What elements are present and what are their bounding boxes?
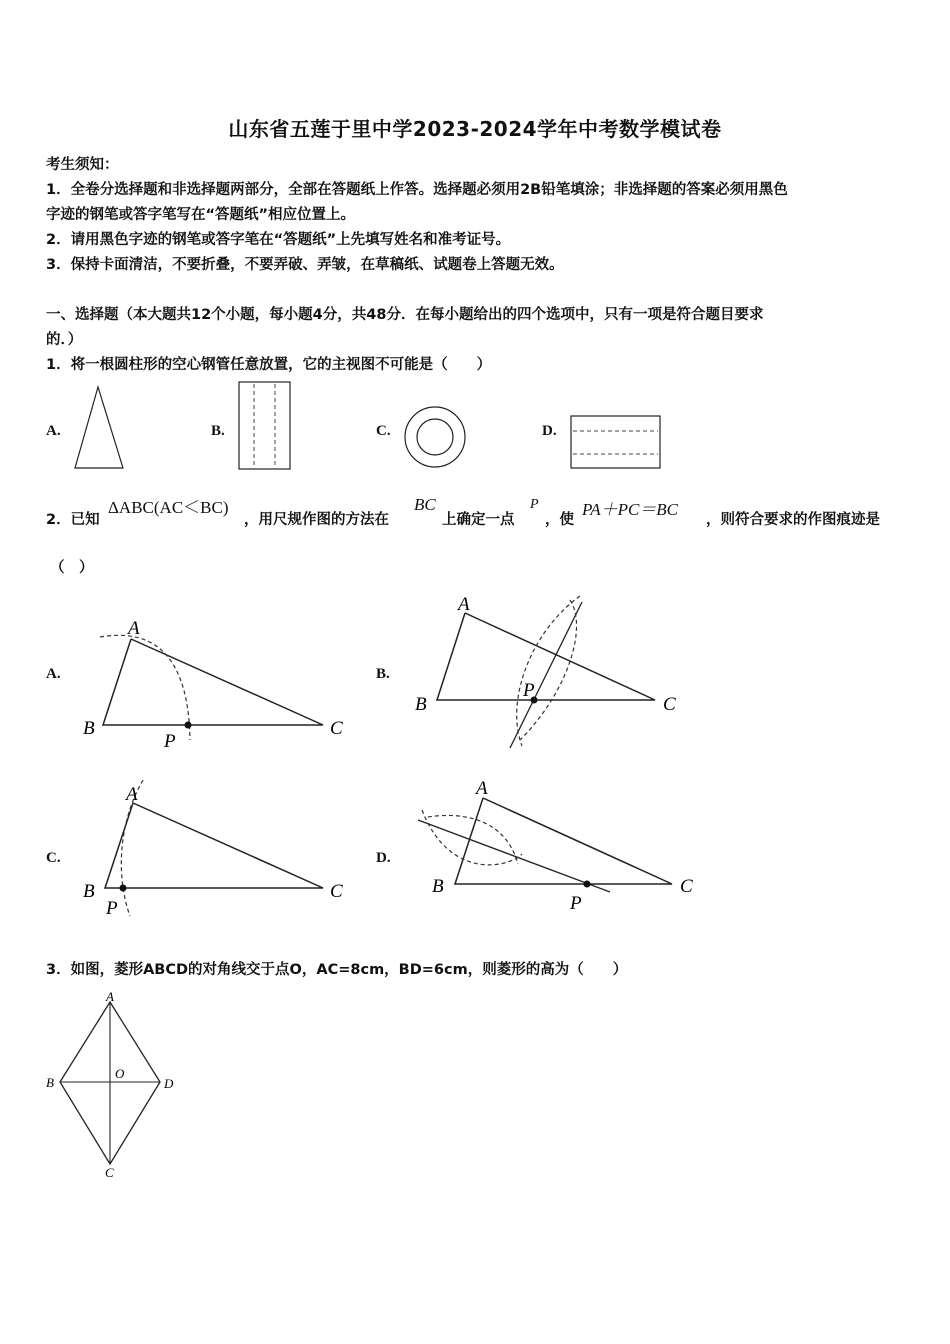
q2-point-p: P — [530, 497, 539, 512]
q2a-label-b: B — [83, 718, 95, 739]
q3-label-c: C — [105, 1165, 114, 1180]
q2-answer-paren: （ ） — [50, 560, 94, 576]
q2-segment-bc: BC — [414, 495, 436, 514]
q2-figure-d — [410, 772, 700, 922]
q2-condition: ΔABC(AC＜BC) — [108, 498, 229, 517]
question-3-text: 3．如图，菱形ABCD的对角线交于点O，AC=8cm，BD=6cm，则菱形的高为（ ） — [46, 962, 628, 978]
q3-label-a: A — [106, 989, 114, 1004]
q2-text-mid-3: ，使 — [545, 512, 574, 528]
q2-figure-b — [410, 592, 700, 752]
q2b-label-b: B — [415, 694, 427, 715]
q1-figure-d-rectangle — [569, 414, 665, 472]
q2-equation: PA＋PC＝BC — [582, 500, 679, 519]
q3-label-b: B — [46, 1075, 54, 1090]
q1-option-a-label: A. — [46, 423, 61, 439]
notice-line-1a: 1．全卷分选择题和非选择题两部分，全部在答题纸上作答。选择题必须用2B铅笔填涂；非选择题的答案必须用黑色 — [46, 182, 788, 198]
notice-line-2: 2．请用黑色字迹的钢笔或答字笔在“答题纸”上先填写姓名和准考证号。 — [46, 232, 511, 248]
q2-option-a-label: A. — [46, 666, 61, 682]
q2c-label-p: P — [106, 898, 118, 919]
q2-figure-c — [78, 778, 358, 928]
q2c-label-a: A — [126, 784, 138, 805]
page-title: 山东省五莲于里中学2023-2024学年中考数学模试卷 — [228, 117, 722, 141]
q2a-label-p: P — [164, 731, 176, 752]
q2d-label-p: P — [570, 893, 582, 914]
q3-label-d: D — [164, 1076, 174, 1091]
q2-text-suffix: ，则符合要求的作图痕迹是 — [706, 512, 880, 528]
section-heading-line-2: 的．） — [46, 332, 83, 348]
q2c-label-b: B — [83, 881, 95, 902]
q2d-label-c: C — [680, 876, 693, 897]
q2-text-mid-2: 上确定一点 — [442, 512, 515, 528]
q1-option-c-label: C. — [376, 423, 391, 439]
q1-figure-c-ring — [402, 404, 468, 470]
q1-figure-a-triangle — [70, 384, 130, 474]
notice-line-1b: 字迹的钢笔或答字笔写在“答题纸”相应位置上。 — [46, 207, 356, 223]
q2-option-b-label: B. — [376, 666, 390, 682]
q2-prefix: 2．已知 — [46, 512, 100, 528]
q2d-label-b: B — [432, 876, 444, 897]
q2-option-c-label: C. — [46, 850, 61, 866]
q2b-label-c: C — [663, 694, 676, 715]
q2-text-mid-1: ，用尺规作图的方法在 — [244, 512, 389, 528]
q2-figure-a — [78, 612, 358, 762]
notice-line-3: 3．保持卡面清洁，不要折叠，不要弄破、弄皱，在草稿纸、试题卷上答题无效。 — [46, 257, 564, 273]
notice-heading: 考生须知： — [46, 157, 119, 173]
q3-rhombus-figure — [40, 988, 190, 1188]
q1-option-b-label: B. — [211, 423, 225, 439]
section-heading-line-1: 一、选择题（本大题共12个小题，每小题4分，共48分．在每小题给出的四个选项中，只有一项是符合题目要求 — [46, 307, 764, 323]
q2-option-d-label: D. — [376, 850, 391, 866]
q2a-label-a: A — [128, 618, 140, 639]
q2d-label-a: A — [476, 778, 488, 799]
q3-label-o: O — [115, 1066, 125, 1081]
q1-option-d-label: D. — [542, 423, 557, 439]
q1-figure-b-rectangle — [237, 380, 297, 472]
question-1-text: 1．将一根圆柱形的空心钢管任意放置，它的主视图不可能是（ ） — [46, 357, 492, 373]
q2b-label-a: A — [458, 594, 470, 615]
q2c-label-c: C — [330, 881, 343, 902]
q2a-label-c: C — [330, 718, 343, 739]
q2b-label-p: P — [523, 680, 535, 701]
